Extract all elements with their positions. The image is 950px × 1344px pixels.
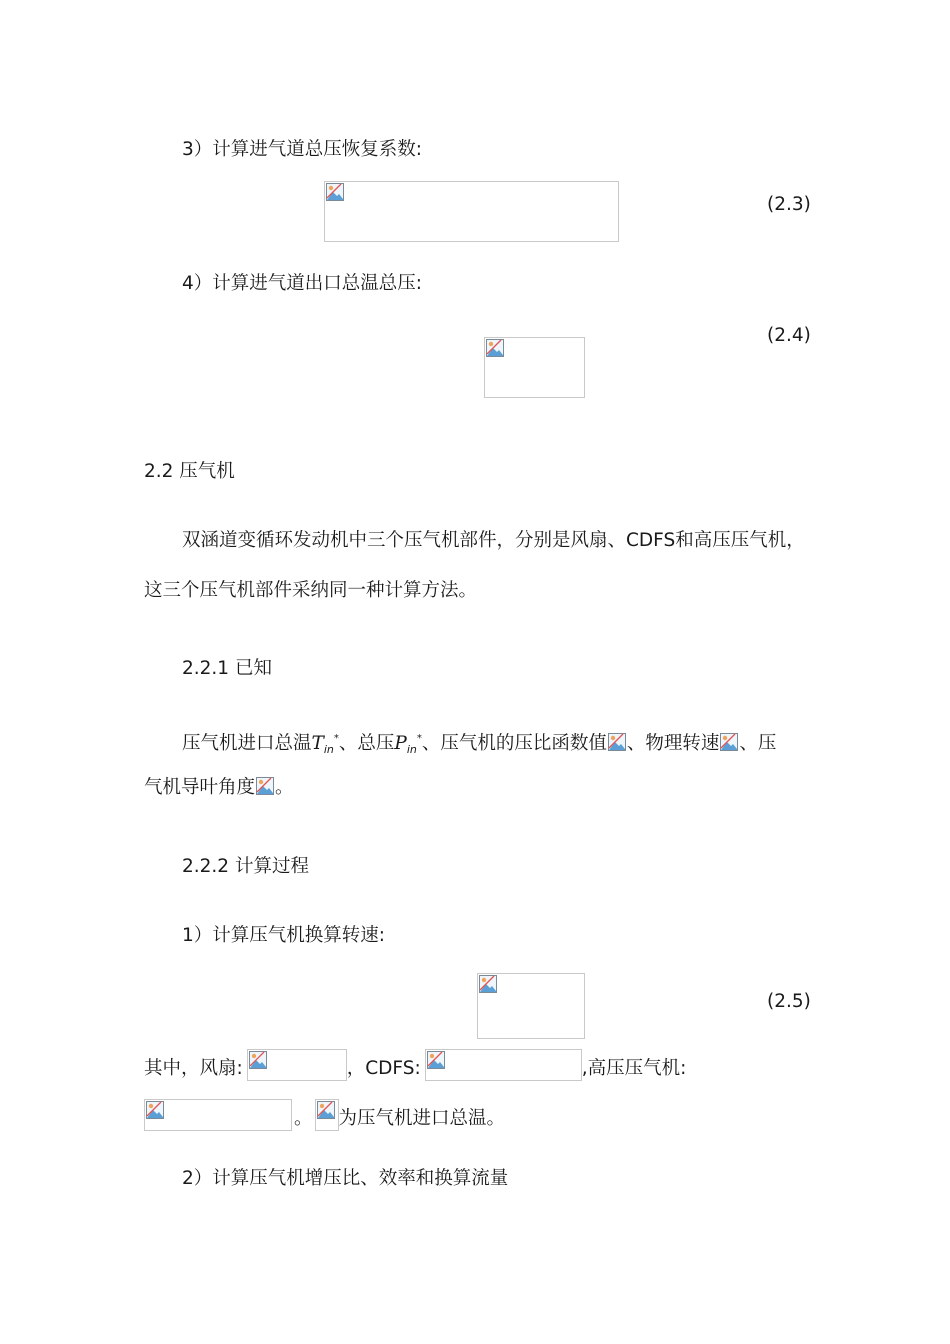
broken-image-icon [317, 1101, 335, 1119]
broken-image-icon [427, 1051, 445, 1069]
equation-2-5-image [477, 973, 585, 1039]
known-text: 、物理转速 [626, 733, 720, 754]
cdfs-formula-image [425, 1049, 582, 1081]
var-T-subscript: in [323, 743, 334, 756]
known-line-2 [144, 776, 294, 800]
pressure-ratio-function-image [607, 732, 627, 752]
section-heading-2-2-2: 2.2.2 计算过程 [182, 856, 309, 877]
equation-2-4-image [484, 337, 585, 398]
broken-image-icon [720, 733, 738, 751]
intro-line-1: 双涵道变循环发动机中三个压气机部件，分别是风扇、CDFS和高压压气机， [182, 530, 805, 551]
equation-number-2-4: (2.4) [767, 325, 811, 346]
section-heading-2-2: 2.2 压气机 [144, 461, 235, 482]
where-line-2 [144, 1099, 505, 1131]
known-text: 。 [275, 777, 294, 798]
broken-image-icon [326, 183, 344, 201]
equation-number-2-5: (2.5) [767, 991, 811, 1012]
known-line-1 [182, 727, 776, 762]
where-line-1 [144, 1049, 686, 1081]
broken-image-icon [256, 777, 274, 795]
guide-vane-angle-image [255, 776, 275, 796]
var-T-superscript: * [333, 733, 339, 744]
known-text: 、压气机的压比函数值 [421, 733, 607, 754]
where-text: 其中，风扇: [144, 1058, 243, 1079]
var-P-subscript: in [406, 743, 417, 756]
where-text: ,高压压气机: [581, 1058, 687, 1079]
var-T: T [311, 733, 324, 754]
var-P: P [394, 733, 407, 754]
broken-image-icon [486, 339, 504, 357]
known-text: 、总压 [338, 733, 395, 754]
step3-text: 3）计算进气道总压恢复系数: [182, 139, 423, 160]
known-text: 压气机进口总温 [182, 733, 312, 754]
where-text: 。 [294, 1108, 313, 1129]
physical-speed-image [719, 732, 739, 752]
hpc-formula-image [144, 1099, 292, 1131]
step1-text: 1）计算压气机换算转速: [182, 925, 386, 946]
intro-line-2: 这三个压气机部件采纳同一种计算方法。 [144, 580, 478, 601]
inlet-temperature-image [315, 1099, 339, 1131]
broken-image-icon [249, 1051, 267, 1069]
section-heading-2-2-1: 2.2.1 已知 [182, 658, 272, 679]
known-text: 气机导叶角度 [144, 777, 256, 798]
step2-text: 2）计算压气机增压比、效率和换算流量 [182, 1168, 509, 1189]
where-text: 为压气机进口总温。 [338, 1108, 506, 1129]
known-text: 、压 [739, 733, 777, 754]
broken-image-icon [146, 1101, 164, 1119]
step4-text: 4）计算进气道出口总温总压: [182, 273, 423, 294]
equation-2-3-image [324, 181, 619, 242]
where-text: ，CDFS: [346, 1058, 421, 1079]
equation-number-2-3: (2.3) [767, 194, 811, 215]
broken-image-icon [608, 733, 626, 751]
broken-image-icon [479, 975, 497, 993]
fan-formula-image [247, 1049, 347, 1081]
var-P-superscript: * [416, 733, 422, 744]
